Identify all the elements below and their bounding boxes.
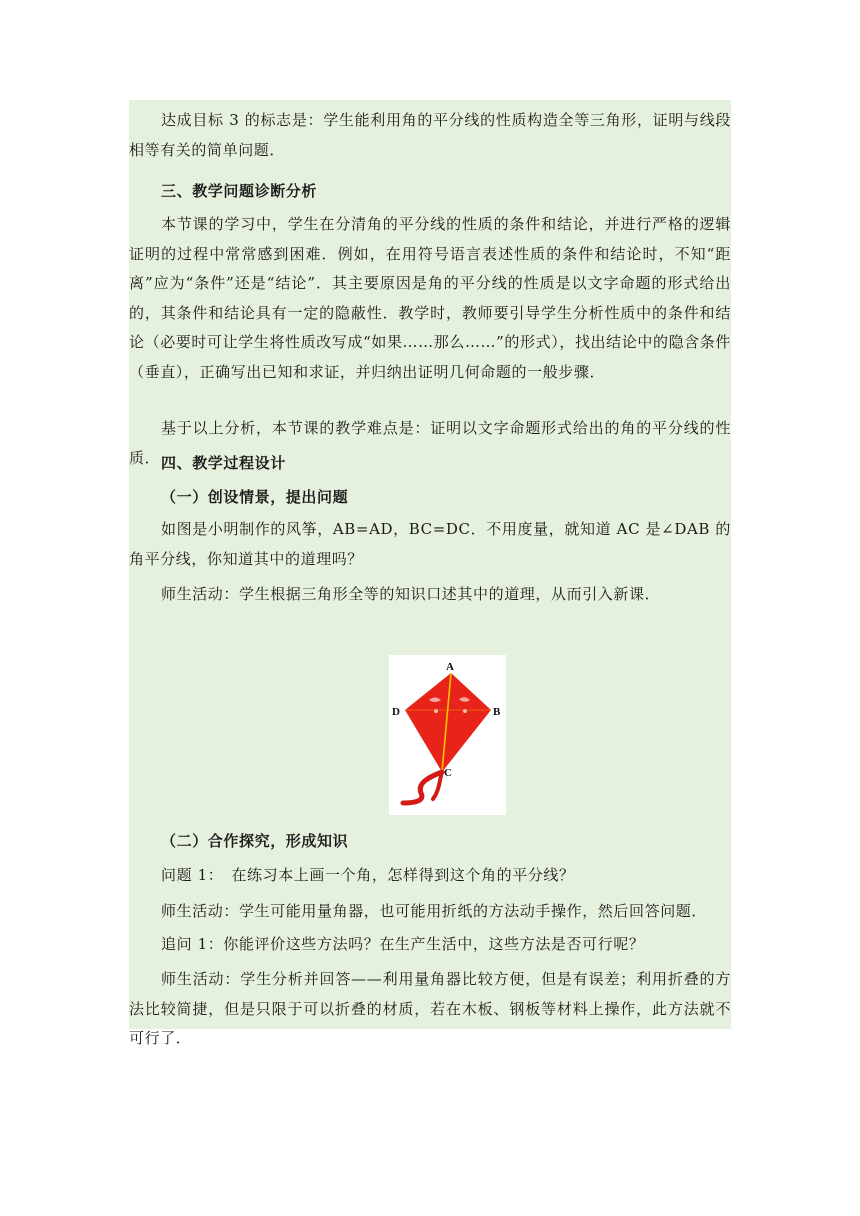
kite-label-d: D — [392, 706, 400, 718]
kite-label-b: B — [493, 706, 501, 718]
kite-illustration — [389, 655, 506, 815]
paragraph-goal3: 达成目标 3 的标志是：学生能利用角的平分线的性质构造全等三角形，证明与线段相等有关的简单问题． — [129, 111, 731, 159]
kite-decoration-4 — [463, 709, 467, 713]
kite-label-c: C — [444, 767, 452, 779]
kite-tail-1 — [403, 772, 442, 803]
section-heading-4: 四、教学过程设计 — [161, 454, 286, 472]
subsection-heading-1: （一）创设情景，提出问题 — [161, 488, 349, 506]
kite-label-a: A — [446, 661, 454, 673]
kite-question-text: 如图是小明制作的风筝，AB=AD，BC=DC．不用度量，就知道 AC 是∠DAB 的角平分线，你知道其中的道理吗？ — [129, 520, 731, 568]
paragraph-followup-1: 追问 1：你能评价这些方法吗？在生产生活中，这些方法是否可行呢？ — [161, 935, 645, 953]
paragraph-question-1: 问题 1： 在练习本上画一个角，怎样得到这个角的平分线？ — [161, 866, 575, 884]
kite-body — [405, 673, 491, 772]
paragraph-activity-3: 师生活动：学生分析并回答——利用量角器比较方便，但是有误差；利用折叠的方法比较简捷，但是只限于可以折叠的材质，若在木板、钢板等材料上操作，此方法就不可行了． — [129, 970, 731, 1047]
subsection-heading-2: （二）合作探究，形成知识 — [161, 832, 349, 850]
kite-decoration-3 — [434, 709, 438, 713]
section-heading-3: 三、教学问题诊断分析 — [161, 182, 318, 200]
paragraph-activity-2: 师生活动：学生可能用量角器，也可能用折纸的方法动手操作，然后回答问题． — [161, 902, 708, 920]
paragraph-difficulty: 基于以上分析，本节课的教学难点是：证明以文字命题形式给出的角的平分线的性质． — [129, 419, 731, 467]
paragraph-diagnosis: 本节课的学习中，学生在分清角的平分线的性质的条件和结论，并进行严格的逻辑证明的过程中常常感到困难．例如，在用符号语言表述性质的条件和结论时，不知“距离”应为“条件”还是“结论”．其主要原因是角的平分线的性质是以文字命题的形式给出的，其条件和结论具有一定的隐蔽性．教学时，教师要引导学生分析性质中的条件和结论（必要时可让学生将性质改写成“如果……那么……”的形式），找出结论中的隐含条件（垂直），正确写出已知和求证，并归纳出证明几何命题的一般步骤． — [129, 215, 731, 381]
paragraph-kite-question — [129, 515, 731, 574]
kite-figure — [389, 655, 506, 815]
paragraph-activity-1: 师生活动：学生根据三角形全等的知识口述其中的道理，从而引入新课． — [161, 585, 661, 603]
